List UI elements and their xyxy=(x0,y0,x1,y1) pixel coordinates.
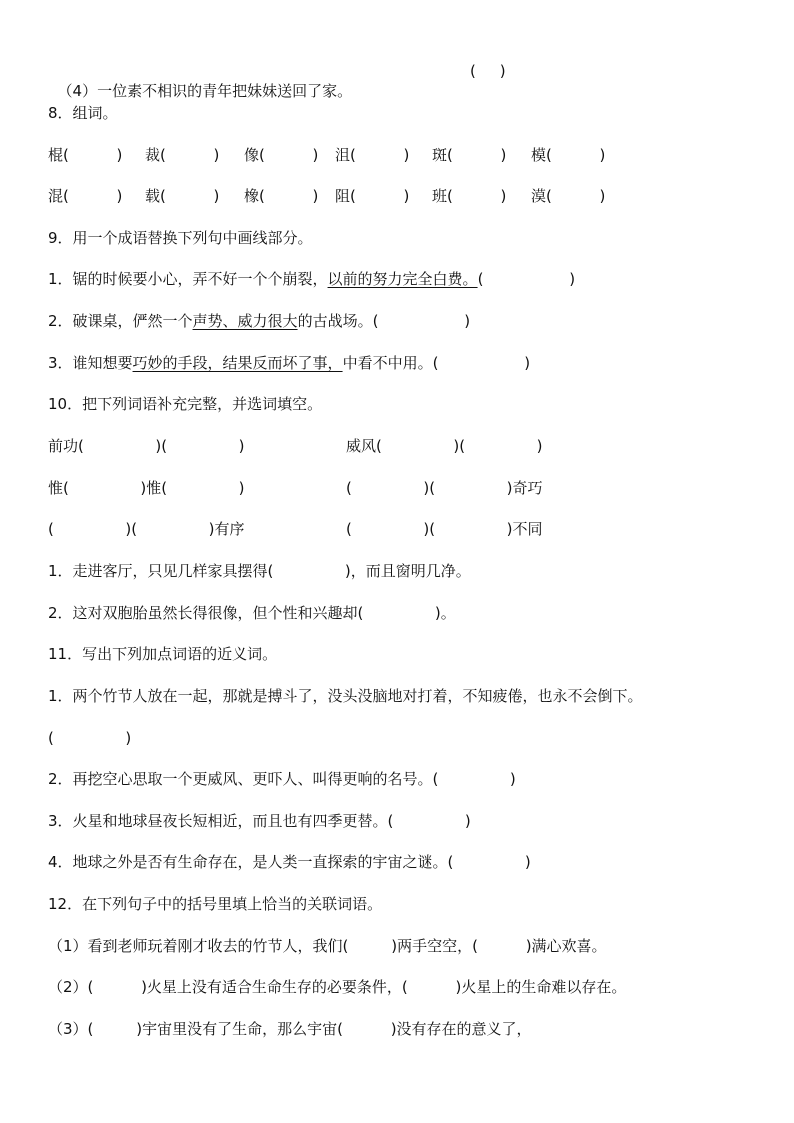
q9-s3-underlined: 巧妙的手段，结果反而坏了事， xyxy=(132,354,343,372)
q11-title: 11．写出下列加点词语的近义词。 xyxy=(48,645,278,663)
q10-idiom-blank[interactable]: 前功( )( ) xyxy=(48,437,245,455)
q7-item-4 xyxy=(48,61,352,101)
q8-row2-item[interactable]: 漠( ) xyxy=(531,187,606,205)
q9-s1-underlined: 以前的努力完全白费。 xyxy=(327,270,478,288)
q8-row1-item[interactable]: 斑( ) xyxy=(432,146,507,164)
q8-row2-item[interactable]: 载( ) xyxy=(145,187,220,205)
q11-sentence-3[interactable]: 3．火星和地球昼夜长短相近，而且也有四季更替。( ) xyxy=(48,812,471,830)
q8-title: 8．组词。 xyxy=(48,104,118,122)
q9-sentence-2 xyxy=(48,311,470,331)
q11-sentence-1-blank[interactable]: ( ) xyxy=(48,729,132,747)
q8-row2-item[interactable]: 阻( ) xyxy=(335,187,410,205)
q10-idiom-blank[interactable]: ( )( )奇巧 xyxy=(346,479,543,497)
q10-idiom-blank[interactable]: 惟( )惟( ) xyxy=(48,479,245,497)
q9-s2-underlined: 声势、威力很大 xyxy=(192,312,298,330)
q12-sentence-3[interactable]: （3）( )宇宙里没有了生命，那么宇宙( )没有存在的意义了， xyxy=(48,1020,532,1038)
q8-row2-item[interactable]: 橡( ) xyxy=(244,187,319,205)
q9-s3-text: 3．谁知想要 xyxy=(48,354,133,372)
q9-s2-text: 2．破课桌，俨然一个 xyxy=(48,312,193,330)
q11-sentence-1: 1．两个竹节人放在一起，那就是搏斗了，没头没脑地对打着，不知疲倦，也永不会倒下。 xyxy=(48,687,643,705)
q10-title: 10．把下列词语补充完整，并选词填空。 xyxy=(48,395,323,413)
q9-s2-rest[interactable]: 的古战场。( ) xyxy=(297,312,471,330)
q8-row1-item[interactable]: 棍( ) xyxy=(48,146,123,164)
q8-row1-item[interactable]: 裁( ) xyxy=(145,146,220,164)
q12-title: 12．在下列句子中的括号里填上恰当的关联词语。 xyxy=(48,895,383,913)
q10-idiom-blank[interactable]: ( )( )不同 xyxy=(346,520,543,538)
q9-sentence-3 xyxy=(48,353,530,373)
q10-idiom-blank[interactable]: 威风( )( ) xyxy=(346,437,543,455)
q12-sentence-1[interactable]: （1）看到老师玩着刚才收去的竹节人，我们( )两手空空，( )满心欢喜。 xyxy=(48,937,607,955)
q9-title: 9．用一个成语替换下列句中画线部分。 xyxy=(48,229,313,247)
q12-sentence-2[interactable]: （2）( )火星上没有适合生命生存的必要条件，( )火星上的生命难以存在。 xyxy=(48,978,627,996)
q8-row2-item[interactable]: 班( ) xyxy=(432,187,507,205)
q8-row2-item[interactable]: 混( ) xyxy=(48,187,123,205)
q9-sentence-1 xyxy=(48,269,575,289)
q8-row1-item[interactable]: 像( ) xyxy=(244,146,319,164)
q9-s1-blank[interactable]: ( ) xyxy=(477,270,576,288)
q9-s3-rest[interactable]: 中看不中用。( ) xyxy=(342,354,531,372)
q9-s1-text: 1．锯的时候要小心，弄不好一个个崩裂， xyxy=(48,270,328,288)
q8-row1-item[interactable]: 沮( ) xyxy=(335,146,410,164)
q11-sentence-4[interactable]: 4．地球之外是否有生命存在，是人类一直探索的宇宙之谜。( ) xyxy=(48,853,531,871)
q8-row1-item[interactable]: 模( ) xyxy=(531,146,606,164)
q10-idiom-blank[interactable]: ( )( )有序 xyxy=(48,520,245,538)
q7-item-4-text: （4）一位素不相识的青年把妹妹送回了家。 xyxy=(57,82,353,100)
q11-sentence-2[interactable]: 2．再挖空心思取一个更威风、更吓人、叫得更响的名号。( ) xyxy=(48,770,516,788)
q10-sentence-2[interactable]: 2．这对双胞胎虽然长得很像，但个性和兴趣却( )。 xyxy=(48,604,456,622)
q7-item-4-answer-blank[interactable]: ( ) xyxy=(470,62,506,80)
q10-sentence-1[interactable]: 1．走进客厅，只见几样家具摆得( )，而且窗明几净。 xyxy=(48,562,471,580)
